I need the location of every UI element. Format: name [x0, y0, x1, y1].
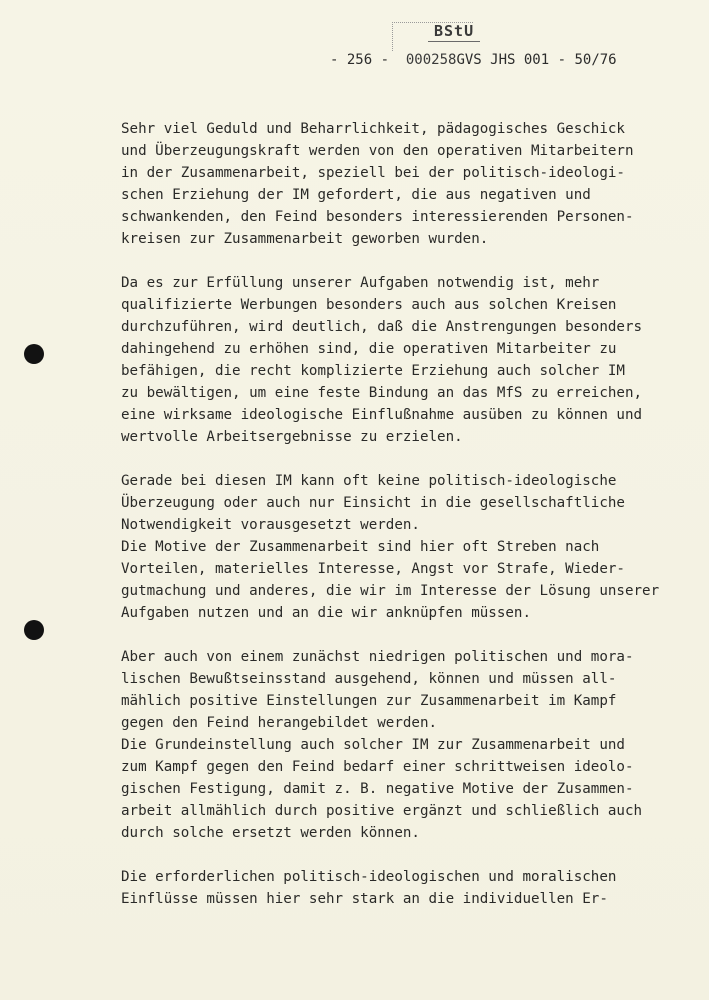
text-line: und Überzeugungskraft werden von den operativen Mitarbeitern	[121, 143, 634, 159]
text-line: zu bewältigen, um eine feste Bindung an das MfS zu erreichen,	[121, 385, 643, 401]
text-line: Sehr viel Geduld und Beharrlichkeit, pädagogisches Geschick	[121, 121, 625, 137]
page-number: - 256 -	[330, 52, 390, 68]
text-line: Da es zur Erfüllung unserer Aufgaben notwendig ist, mehr	[121, 275, 600, 291]
page-header	[330, 52, 617, 68]
text-line: gischen Festigung, damit z. B. negative Motive der Zusammen-	[121, 781, 634, 797]
text-line: Überzeugung oder auch nur Einsicht in die gesellschaftliche	[121, 495, 625, 511]
paragraph-2	[121, 272, 681, 448]
text-line: Gerade bei diesen IM kann oft keine politisch-ideologische	[121, 473, 617, 489]
text-line: Aber auch von einem zunächst niedrigen politischen und mora-	[121, 649, 634, 665]
punch-hole-bottom	[24, 620, 44, 640]
text-line: wertvolle Arbeitsergebnisse zu erzielen.	[121, 429, 463, 445]
text-line: arbeit allmählich durch positive ergänzt und schließlich auch	[121, 803, 643, 819]
body-text	[121, 118, 681, 932]
text-line: Vorteilen, materielles Interesse, Angst vor Strafe, Wieder-	[121, 561, 625, 577]
paragraph-1	[121, 118, 681, 250]
text-line: Die Grundeinstellung auch solcher IM zur Zusammenarbeit und	[121, 737, 625, 753]
punch-hole-top	[24, 344, 44, 364]
text-line: eine wirksame ideologische Einflußnahme ausüben zu können und	[121, 407, 643, 423]
text-line: Aufgaben nutzen und an die wir anknüpfen müssen.	[121, 605, 531, 621]
text-line: Die Motive der Zusammenarbeit sind hier oft Streben nach	[121, 539, 600, 555]
text-line: durch solche ersetzt werden können.	[121, 825, 420, 841]
serial-number: 000258	[405, 52, 457, 68]
text-line: schwankenden, den Feind besonders interessierenden Personen-	[121, 209, 634, 225]
document-reference: GVS JHS 001 - 50/76	[456, 52, 617, 68]
text-line: durchzuführen, wird deutlich, daß die Anstrengungen besonders	[121, 319, 643, 335]
paragraph-3	[121, 470, 681, 624]
text-line: zum Kampf gegen den Feind bedarf einer schrittweisen ideolo-	[121, 759, 634, 775]
paragraph-4	[121, 646, 681, 844]
text-line: kreisen zur Zusammenarbeit geworben wurden.	[121, 231, 489, 247]
paragraph-5	[121, 866, 681, 910]
text-line: in der Zusammenarbeit, speziell bei der politisch-ideologi-	[121, 165, 625, 181]
text-line: qualifizierte Werbungen besonders auch aus solchen Kreisen	[121, 297, 617, 313]
text-line: Einflüsse müssen hier sehr stark an die individuellen Er-	[121, 891, 608, 907]
text-line: dahingehend zu erhöhen sind, die operativen Mitarbeiter zu	[121, 341, 617, 357]
text-line: gegen den Feind herangebildet werden.	[121, 715, 438, 731]
text-line: Notwendigkeit vorausgesetzt werden.	[121, 517, 420, 533]
text-line: befähigen, die recht komplizierte Erziehung auch solcher IM	[121, 363, 625, 379]
text-line: mählich positive Einstellungen zur Zusammenarbeit im Kampf	[121, 693, 617, 709]
text-line: lischen Bewußtseinsstand ausgehend, können und müssen all-	[121, 671, 617, 687]
text-line: gutmachung und anderes, die wir im Interesse der Lösung unserer	[121, 583, 660, 599]
text-line: Die erforderlichen politisch-ideologischen und moralischen	[121, 869, 617, 885]
archive-stamp: BStU	[428, 22, 480, 42]
text-line: schen Erziehung der IM gefordert, die aus negativen und	[121, 187, 591, 203]
